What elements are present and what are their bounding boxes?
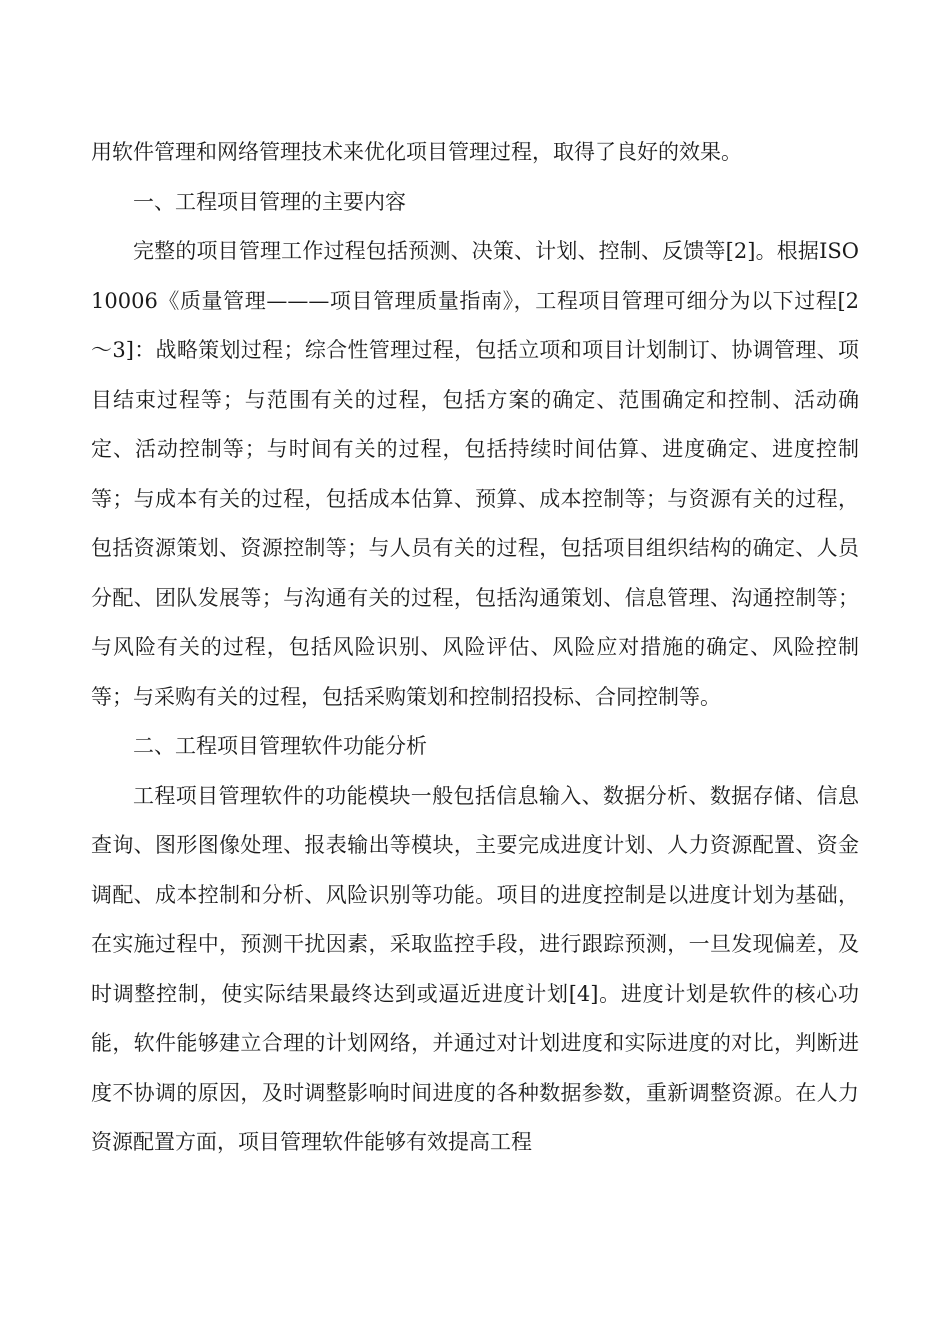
paragraph-section-1: 完整的项目管理工作过程包括预测、决策、计划、控制、反馈等[2]。根据ISO10006《质量管理———项目管理质量指南》，工程项目管理可细分为以下过程[2～3]：战略策划过程；综合性管理过程，包括立项和项目计划制订、协调管理、项目结束过程等；与范围有关的过程，包括方案的确定、范围确定和控制、活动确定、活动控制等；与时间有关的过程，包括持续时间估算、进度确定、进度控制等；与成本有关的过程，包括成本估算、预算、成本控制等；与资源有关的过程，包括资源策划、资源控制等；与人员有关的过程，包括项目组织结构的确定、人员分配、团队发展等；与沟通有关的过程，包括沟通策划、信息管理、沟通控制等；与风险有关的过程，包括风险识别、风险评估、风险应对措施的确定、风险控制等；与采购有关的过程，包括采购策划和控制招投标、合同控制等。 — [91, 239, 859, 709]
paragraph-section-2: 工程项目管理软件的功能模块一般包括信息输入、数据分析、数据存储、信息查询、图形图像处理、报表输出等模块，主要完成进度计划、人力资源配置、资金调配、成本控制和分析、风险识别等功能。项目的进度控制是以进度计划为基础，在实施过程中，预测干扰因素，采取监控手段，进行跟踪预测，一旦发现偏差，及时调整控制，使实际结果最终达到或逼近进度计划[4]。进度计划是软件的核心功能，软件能够建立合理的计划网络，并通过对计划进度和实际进度的对比，判断进度不协调的原因，及时调整影响时间进度的各种数据参数，重新调整资源。在人力资源配置方面，项目管理软件能够有效提高工程 — [91, 783, 859, 1154]
section-heading-1: 一、工程项目管理的主要内容 — [133, 189, 406, 214]
paragraph-intro-continuation: 用软件管理和网络管理技术来优化项目管理过程，取得了良好的效果。 — [91, 140, 742, 164]
section-heading-2: 二、工程项目管理软件功能分析 — [133, 734, 427, 758]
document-body — [91, 128, 859, 1168]
